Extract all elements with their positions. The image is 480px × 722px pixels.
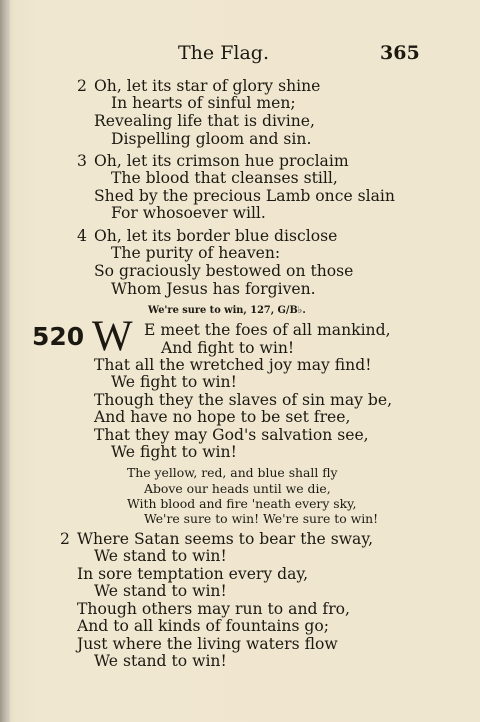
verse-line: And to all kinds of fountains go; — [77, 617, 330, 635]
verse-number: 2 — [60, 530, 70, 548]
verse-number: 4 — [77, 227, 87, 245]
verse-line: Just where the living waters flow — [77, 635, 338, 653]
verse-line: That they may God's salvation see, — [94, 426, 369, 444]
chorus-line: The yellow, red, and blue shall fly — [127, 465, 338, 480]
verse-line: Where Satan seems to bear the sway, — [77, 530, 374, 548]
verse-line: In sore temptation every day, — [77, 565, 309, 583]
verse-line: Oh, let its border blue disclose — [94, 227, 338, 245]
verse-line: Oh, let its star of glory shine — [94, 77, 321, 95]
verse-line: Shed by the precious Lamb once slain — [94, 187, 395, 205]
book-spine-shadow — [0, 0, 10, 722]
chorus-line: Above our heads until we die, — [144, 481, 331, 496]
chorus-line: We're sure to win! We're sure to win! — [144, 511, 379, 526]
verse-line: In hearts of sinful men; — [111, 94, 296, 112]
verse-line: We stand to win! — [94, 652, 227, 670]
verse-line: Revealing life that is divine, — [94, 112, 315, 130]
hymn-number: 520 — [32, 322, 85, 351]
page-title: The Flag. — [178, 42, 269, 64]
verse-line: We fight to win! — [111, 443, 237, 461]
verse-line: E meet the foes of all mankind, — [144, 321, 391, 339]
verse-line: We stand to win! — [94, 547, 227, 565]
verse-line: Though they the slaves of sin may be, — [94, 391, 393, 409]
verse-line: Dispelling gloom and sin. — [111, 130, 312, 148]
verse-line: We fight to win! — [111, 373, 237, 391]
verse-number: 2 — [77, 77, 87, 95]
tune-reference: We're sure to win, 127, G/B♭. — [148, 305, 306, 316]
verse-line: The blood that cleanses still, — [111, 169, 338, 187]
verse-line: And fight to win! — [161, 339, 295, 357]
verse-line: And have no hope to be set free, — [94, 408, 351, 426]
verse-line: We stand to win! — [94, 582, 227, 600]
verse-line: Whom Jesus has forgiven. — [111, 280, 316, 298]
verse-line: That all the wretched joy may find! — [94, 356, 372, 374]
verse-line: So graciously bestowed on those — [94, 262, 354, 280]
verse-line: Though others may run to and fro, — [77, 600, 351, 618]
chorus-line: With blood and fire 'neath every sky, — [127, 496, 357, 511]
verse-number: 3 — [77, 152, 87, 170]
verse-line: The purity of heaven: — [111, 244, 281, 262]
drop-cap: W — [92, 313, 133, 360]
verse-line: For whosoever will. — [111, 204, 266, 222]
verse-line: Oh, let its crimson hue proclaim — [94, 152, 349, 170]
page-number: 365 — [380, 42, 420, 64]
